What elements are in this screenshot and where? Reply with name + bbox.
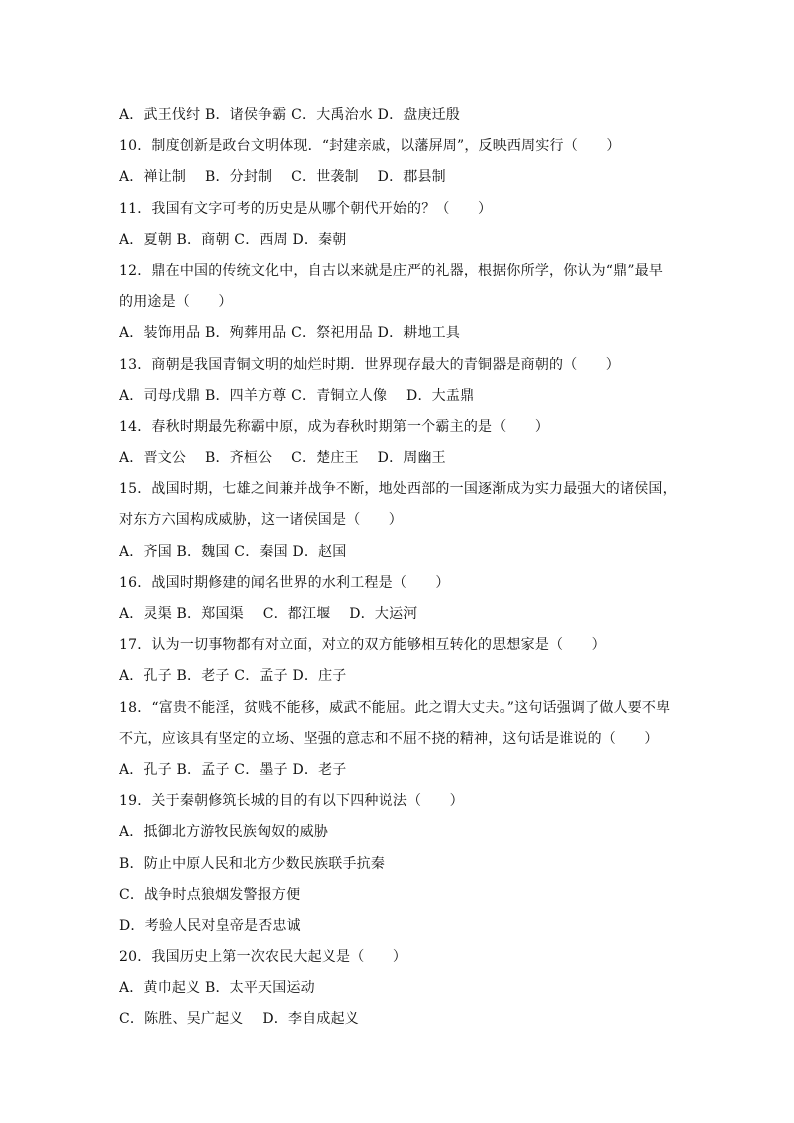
q18-stem-line2: 不亢，应该具有坚定的立场、坚强的意志和不屈不挠的精神，这句话是谁说的（ ）: [119, 730, 659, 747]
q18-stem-line1: 18．“富贵不能淫，贫贱不能移，威武不能屈。此之谓大丈夫。”这句话强调了做人要不卑: [119, 699, 671, 716]
q17-options: A．孔子 B．老子 C．孟子 D．庄子: [119, 668, 347, 685]
q10-options: A．禅让制 B．分封制 C．世袭制 D．郡县制: [119, 169, 446, 186]
q12-stem-line2: 的用途是（ ）: [119, 294, 233, 311]
q19-option-d: D．考验人民对皇帝是否忠诚: [119, 917, 301, 934]
q19-option-c: C．战争时点狼烟发警报方便: [119, 886, 301, 903]
question-text-block: [119, 100, 679, 1036]
q12-stem-line1: 12．鼎在中国的传统文化中，自古以来就是庄严的礼器，根据你所学，你认为“鼎”最早: [119, 262, 664, 279]
q12-options: A．装饰用品 B．殉葬用品 C．祭祀用品 D．耕地工具: [119, 325, 461, 342]
q16-options: A．灵渠 B．郑国渠 C．都江堰 D．大运河: [119, 606, 418, 622]
q19-option-a: A．抵御北方游牧民族匈奴的威胁: [119, 824, 329, 841]
q13-options: A．司母戊鼎 B．四羊方尊 C．青铜立人像 D．大盂鼎: [119, 387, 475, 404]
q13-stem: 13．商朝是我国青铜文明的灿烂时期．世界现存最大的青铜器是商朝的（ ）: [119, 356, 621, 373]
q10-stem: 10．制度创新是政台文明体现．“封建亲戚，以藩屏周”，反映西周实行（ ）: [119, 138, 621, 155]
q20-stem: 20．我国历史上第一次农民大起义是（ ）: [119, 949, 408, 966]
q19-stem: 19．关于秦朝修筑长城的目的有以下四种说法（ ）: [119, 793, 464, 810]
q11-options: A．夏朝 B．商朝 C．西周 D．秦朝: [119, 231, 347, 248]
q20-options-line2: C．陈胜、吴广起义 D．李自成起义: [119, 1011, 359, 1028]
q18-options: A．孔子 B．孟子 C．墨子 D．老子: [119, 761, 347, 778]
q20-options-line1: A．黄巾起义 B．太平天国运动: [119, 980, 315, 997]
q11-stem: 11．我国有文字可考的历史是从哪个朝代开始的？（ ）: [119, 200, 493, 217]
q14-stem: 14．春秋时期最先称霸中原，成为春秋时期第一个霸主的是（ ）: [119, 418, 550, 435]
q9-options: A．武王伐纣 B．诸侯争霸 C．大禹治水 D．盘庚迁殷: [119, 107, 461, 123]
q14-options: A．晋文公 B．齐桓公 C．楚庄王 D．周幽王: [119, 450, 446, 467]
q16-stem: 16．战国时期修建的闻名世界的水利工程是（ ）: [119, 574, 450, 591]
q15-stem-line1: 15．战国时期，七雄之间兼并战争不断，地处西部的一国逐渐成为实力最强大的诸侯国，: [119, 481, 677, 498]
q19-option-b: B．防止中原人民和北方少数民族联手抗秦: [119, 855, 386, 872]
q15-options: A．齐国 B．魏国 C．秦国 D．赵国: [119, 543, 347, 560]
q17-stem: 17．认为一切事物都有对立面，对立的双方能够相互转化的思想家是（ ）: [119, 637, 606, 654]
q15-stem-line2: 对东方六国构成威胁，这一诸侯国是（ ）: [119, 512, 403, 529]
